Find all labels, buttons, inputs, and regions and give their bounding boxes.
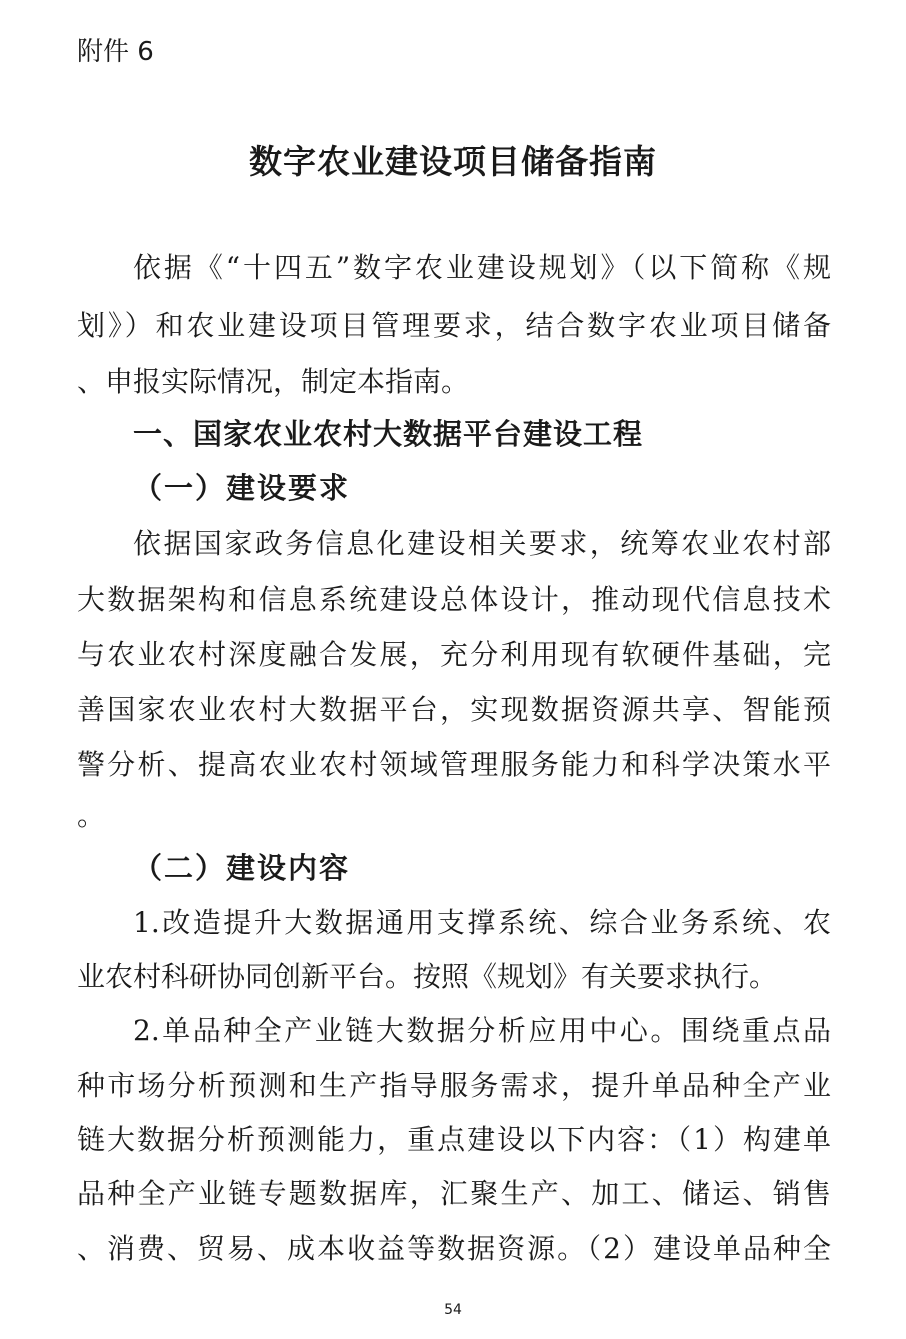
sub1-line: 警分析、提高农业农村领域管理服务能力和科学决策水平 xyxy=(77,748,831,781)
item2-line: 品种全产业链专题数据库，汇聚生产、加工、储运、销售 xyxy=(77,1177,831,1210)
sub1-line: 。 xyxy=(77,799,106,832)
sub1-line: 与农业农村深度融合发展，充分利用现有软硬件基础，完 xyxy=(77,638,831,671)
page-title: 数字农业建设项目储备指南 xyxy=(249,142,657,181)
item2-line: 链大数据分析预测能力，重点建设以下内容：（1）构建单 xyxy=(77,1123,831,1156)
item1-line: 1.改造提升大数据通用支撑系统、综合业务系统、农 xyxy=(133,906,831,939)
page-number: 54 xyxy=(444,1302,462,1318)
sub1-line: 善国家农业农村大数据平台，实现数据资源共享、智能预 xyxy=(77,693,831,726)
item2-line: 种市场分析预测和生产指导服务需求，提升单品种全产业 xyxy=(77,1069,831,1102)
item2-line: 2.单品种全产业链大数据分析应用中心。围绕重点品 xyxy=(133,1014,831,1047)
sub2-heading: （二）建设内容 xyxy=(133,851,351,885)
item1-line: 业农村科研协同创新平台。按照《规划》有关要求执行。 xyxy=(77,960,778,993)
intro-line: 依据《“十四五”数字农业建设规划》（以下简称《规 xyxy=(133,251,831,284)
sub1-heading: （一）建设要求 xyxy=(133,471,351,505)
attachment-label: 附件 6 xyxy=(77,37,154,67)
item2-line: 、消费、贸易、成本收益等数据资源。（2）建设单品种全 xyxy=(77,1232,831,1265)
section1-heading: 一、国家农业农村大数据平台建设工程 xyxy=(133,417,644,451)
sub1-line: 依据国家政务信息化建设相关要求，统筹农业农村部 xyxy=(133,527,831,560)
intro-line: 、申报实际情况，制定本指南。 xyxy=(77,365,470,398)
sub1-line: 大数据架构和信息系统建设总体设计，推动现代信息技术 xyxy=(77,583,831,616)
intro-line: 划》）和农业建设项目管理要求，结合数字农业项目储备 xyxy=(77,309,831,342)
